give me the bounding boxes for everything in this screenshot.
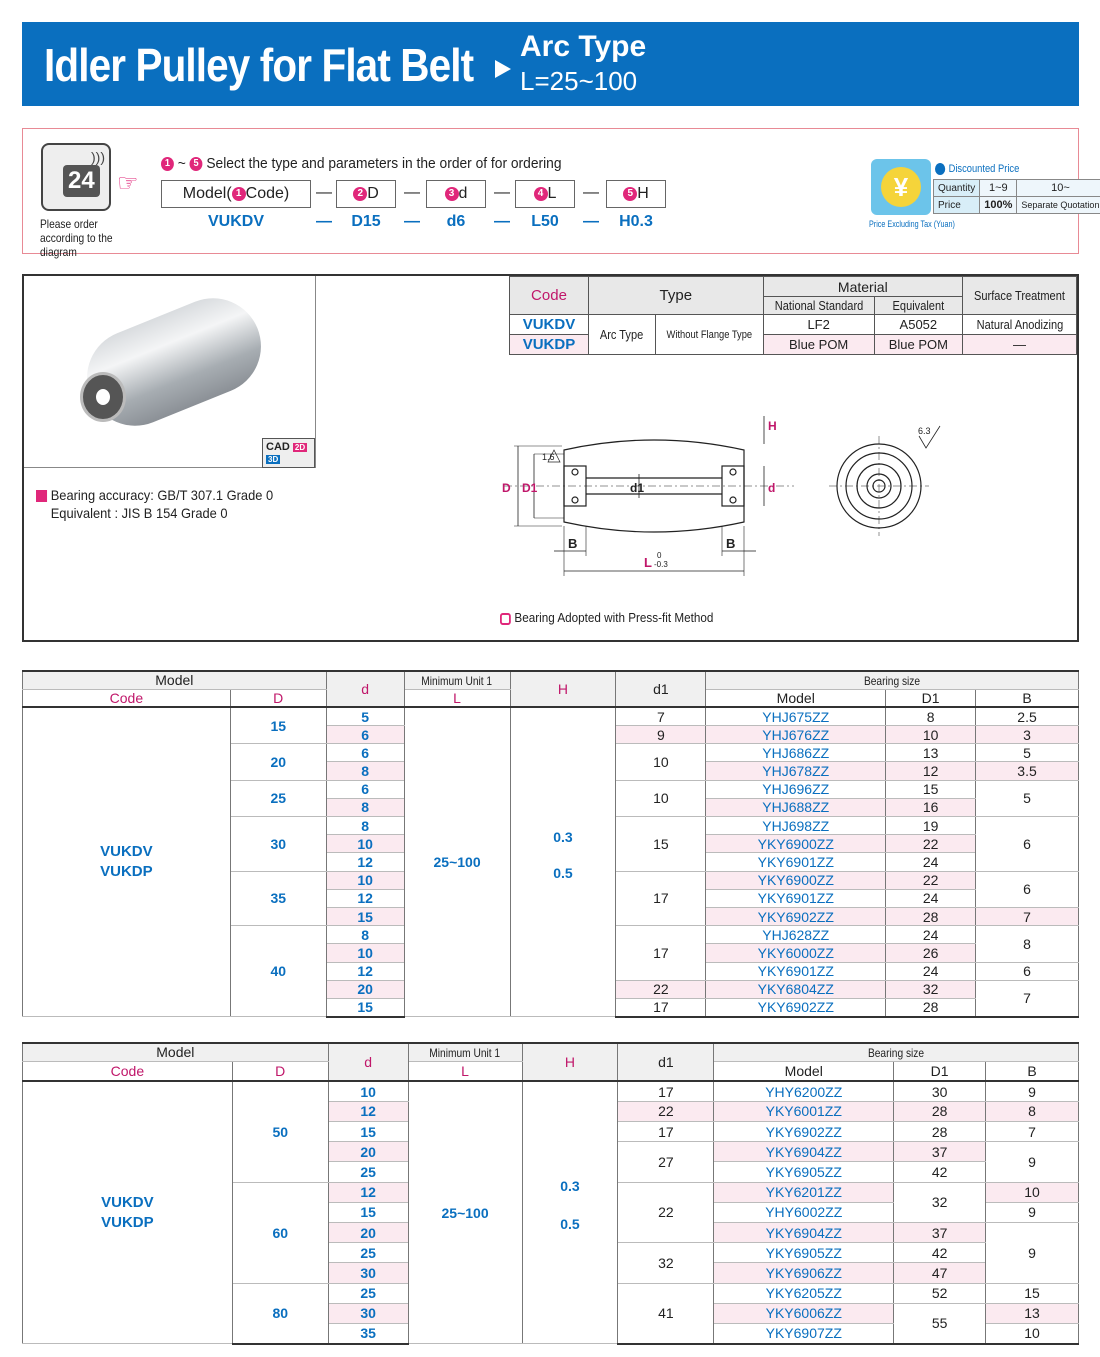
note-line-1: Bearing accuracy: GB/T 307.1 Grade 0 bbox=[50, 487, 274, 503]
bearing-model-cell: YKY6904ZZ bbox=[714, 1223, 894, 1243]
d-cell: 15 bbox=[326, 907, 404, 925]
H-values bbox=[510, 707, 616, 1016]
press-fit-note bbox=[500, 610, 713, 625]
D1-cell: 19 bbox=[886, 817, 976, 835]
example-D: D15 bbox=[351, 213, 381, 230]
D-80: 80 bbox=[232, 1283, 328, 1344]
bearing-accuracy-note bbox=[36, 486, 273, 522]
tol-top: 0 bbox=[657, 551, 662, 560]
price-label: Price bbox=[934, 197, 980, 214]
d-cell: 8 bbox=[326, 817, 404, 835]
B-cell: 8 bbox=[976, 926, 1079, 962]
d-cell: 10 bbox=[326, 835, 404, 853]
note-line-2: Equivalent : JIS B 154 Grade 0 bbox=[50, 505, 228, 521]
step-dot: 1 bbox=[232, 187, 246, 201]
bearing-text: Bearing size bbox=[868, 1046, 925, 1061]
separator: — bbox=[494, 213, 510, 230]
bearing-model-cell: YHJ675ZZ bbox=[706, 707, 886, 725]
step-dot: 4 bbox=[534, 187, 548, 201]
d-cell: 6 bbox=[326, 780, 404, 798]
d-cell: 12 bbox=[326, 962, 404, 980]
separator: — bbox=[316, 184, 332, 201]
d-cell: 15 bbox=[328, 1202, 408, 1222]
H-0.3: 0.3 bbox=[560, 1177, 580, 1194]
L-range: 25~100 bbox=[404, 707, 510, 1016]
bullet-icon bbox=[36, 490, 47, 502]
D-50: 50 bbox=[232, 1081, 328, 1182]
flange-value bbox=[655, 315, 763, 355]
field-model-code bbox=[161, 180, 311, 208]
hdr-d: d bbox=[326, 671, 404, 707]
spec-table-1 bbox=[22, 670, 1079, 1018]
d-cell: 25 bbox=[328, 1162, 408, 1182]
D-35: 35 bbox=[230, 871, 326, 926]
type-value bbox=[588, 315, 655, 355]
pointing-hand-icon: ☞ bbox=[117, 170, 139, 197]
phone-24-label: 24 bbox=[63, 165, 100, 197]
bearing-model-cell: YKY6905ZZ bbox=[714, 1243, 894, 1263]
B-cell: 10 bbox=[986, 1182, 1079, 1202]
bearing-model-cell: YKY6201ZZ bbox=[714, 1182, 894, 1202]
bearing-model-cell: YHY6002ZZ bbox=[714, 1202, 894, 1222]
arrow-right-icon bbox=[495, 60, 511, 78]
tax-note: Price Excluding Tax (Yuan) bbox=[869, 219, 955, 229]
field-label: Model( bbox=[182, 185, 232, 202]
B-cell: 3 bbox=[976, 726, 1079, 744]
d-cell: 8 bbox=[326, 762, 404, 780]
dim-angle: 1.6 bbox=[542, 452, 555, 462]
col-type: Type bbox=[588, 277, 763, 315]
hdr-L: L bbox=[408, 1061, 522, 1081]
surface-label: Surface Treatment bbox=[974, 288, 1065, 303]
product-photo bbox=[24, 276, 316, 468]
d-cell: 12 bbox=[326, 889, 404, 907]
bearing-model-cell: YHJ688ZZ bbox=[706, 798, 886, 816]
B-cell: 13 bbox=[986, 1303, 1079, 1323]
field-D bbox=[336, 180, 396, 208]
dim-H: H bbox=[768, 419, 777, 433]
info-icon bbox=[500, 613, 511, 625]
d1-cell: 7 bbox=[616, 707, 706, 725]
B-cell: 9 bbox=[986, 1081, 1079, 1101]
d-cell: 6 bbox=[326, 726, 404, 744]
d-cell: 10 bbox=[326, 944, 404, 962]
d-cell: 20 bbox=[328, 1223, 408, 1243]
spec-table-2 bbox=[22, 1042, 1079, 1345]
d1-cell: 17 bbox=[618, 1081, 714, 1101]
D1-cell: 55 bbox=[894, 1303, 986, 1343]
field-label: Code) bbox=[245, 185, 290, 202]
B-cell: 5 bbox=[976, 744, 1079, 762]
D-60: 60 bbox=[232, 1182, 328, 1283]
surface-vukdp: — bbox=[963, 335, 1077, 355]
price-1: 100% bbox=[980, 197, 1017, 214]
field-label: H bbox=[637, 185, 649, 202]
hdr-code: Code bbox=[23, 1061, 233, 1081]
D1-cell: 28 bbox=[886, 998, 976, 1016]
equivalent-vukdv: A5052 bbox=[874, 315, 962, 335]
flange-text: Without Flange Type bbox=[666, 328, 753, 341]
B-cell: 7 bbox=[976, 907, 1079, 925]
cad-badge[interactable] bbox=[262, 438, 315, 468]
dim-B-right: B bbox=[726, 536, 736, 551]
H-0.3: 0.3 bbox=[553, 829, 573, 846]
B-cell: 9 bbox=[986, 1142, 1079, 1182]
d-cell: 30 bbox=[328, 1263, 408, 1283]
col-surface bbox=[963, 277, 1077, 315]
d1-cell: 9 bbox=[616, 726, 706, 744]
col-code: Code bbox=[510, 277, 589, 315]
B-cell: 6 bbox=[976, 871, 1079, 907]
cad-2d: 2D bbox=[294, 443, 306, 452]
discount-title-text: Discounted Price bbox=[948, 163, 1020, 175]
L-range: 25~100 bbox=[408, 1081, 522, 1343]
D1-cell: 28 bbox=[886, 907, 976, 925]
d1-cell: 17 bbox=[618, 1122, 714, 1142]
bearing-model-cell: YKY6000ZZ bbox=[706, 944, 886, 962]
national-vukdp: Blue POM bbox=[763, 335, 874, 355]
d1-cell: 27 bbox=[618, 1142, 714, 1182]
d-cell: 15 bbox=[328, 1122, 408, 1142]
D1-cell: 24 bbox=[886, 853, 976, 871]
yen-icon bbox=[871, 159, 931, 215]
bearing-model-cell: YKY6900ZZ bbox=[706, 835, 886, 853]
min-unit-text: Minimum Unit 1 bbox=[421, 674, 493, 689]
discount-table bbox=[933, 179, 1100, 214]
hdr-model: Model bbox=[23, 1043, 329, 1061]
roughness: 6.3 bbox=[918, 426, 931, 436]
dim-d: d bbox=[768, 481, 776, 495]
code-cell bbox=[23, 707, 231, 1016]
D1-cell: 42 bbox=[894, 1162, 986, 1182]
H-0.5: 0.5 bbox=[553, 865, 573, 882]
field-L bbox=[515, 180, 575, 208]
bearing-model-cell: YKY6006ZZ bbox=[714, 1303, 894, 1323]
d-cell: 25 bbox=[328, 1243, 408, 1263]
bearing-model-cell: YHJ628ZZ bbox=[706, 926, 886, 944]
separator: — bbox=[404, 184, 420, 201]
B-cell: 7 bbox=[976, 980, 1079, 1016]
hdr-bearing-model: Model bbox=[714, 1061, 894, 1081]
bearing-model-cell: YKY6205ZZ bbox=[714, 1283, 894, 1303]
step-dot-1: 1 bbox=[161, 157, 174, 171]
min-unit-text: Minimum Unit 1 bbox=[429, 1046, 501, 1061]
code-vukdp: VUKDP bbox=[101, 1213, 154, 1231]
bearing-model-cell: YKY6906ZZ bbox=[714, 1263, 894, 1283]
bearing-model-cell: YKY6901ZZ bbox=[706, 889, 886, 907]
col-material: Material bbox=[763, 277, 962, 297]
quantity-1: 1~9 bbox=[980, 180, 1017, 197]
D1-cell: 32 bbox=[886, 980, 976, 998]
D1-cell: 8 bbox=[886, 707, 976, 725]
d1-cell: 17 bbox=[616, 926, 706, 981]
bearing-model-cell: YHJ678ZZ bbox=[706, 762, 886, 780]
hdr-d: d bbox=[328, 1043, 408, 1081]
D1-cell: 37 bbox=[894, 1223, 986, 1243]
hdr-bearing bbox=[706, 671, 1079, 689]
bearing-model-cell: YKY6902ZZ bbox=[714, 1122, 894, 1142]
bearing-model-cell: YKY6900ZZ bbox=[706, 871, 886, 889]
d1-cell: 22 bbox=[616, 980, 706, 998]
bearing-model-cell: YKY6001ZZ bbox=[714, 1101, 894, 1121]
hdr-min-unit bbox=[408, 1043, 522, 1061]
B-cell: 2.5 bbox=[976, 707, 1079, 725]
field-d bbox=[426, 180, 486, 208]
bearing-model-cell: YKY6907ZZ bbox=[714, 1323, 894, 1343]
bearing-model-cell: YKY6902ZZ bbox=[706, 907, 886, 925]
B-cell: 9 bbox=[986, 1223, 1079, 1284]
type-text: Arc Type bbox=[600, 327, 644, 342]
bearing-model-cell: YKY6901ZZ bbox=[706, 962, 886, 980]
bearing-text: Bearing size bbox=[864, 674, 921, 689]
B-cell: 3.5 bbox=[976, 762, 1079, 780]
d-cell: 20 bbox=[326, 980, 404, 998]
hdr-D: D bbox=[230, 689, 326, 707]
d-cell: 12 bbox=[328, 1182, 408, 1202]
code-vukdv: VUKDV bbox=[101, 1193, 154, 1211]
d1-cell: 41 bbox=[618, 1283, 714, 1344]
d-cell: 6 bbox=[326, 744, 404, 762]
B-cell: 8 bbox=[986, 1101, 1079, 1121]
d-cell: 12 bbox=[326, 853, 404, 871]
D1-cell: 16 bbox=[886, 798, 976, 816]
hdr-D: D bbox=[232, 1061, 328, 1081]
d1-cell: 32 bbox=[618, 1243, 714, 1283]
d-cell: 10 bbox=[328, 1081, 408, 1101]
yen-symbol: ¥ bbox=[881, 167, 921, 207]
separator: — bbox=[494, 184, 510, 201]
hdr-bearing bbox=[714, 1043, 1079, 1061]
bearing-model-cell: YHJ698ZZ bbox=[706, 817, 886, 835]
cad-label: CAD bbox=[266, 441, 290, 453]
equivalent-label: Equivalent bbox=[892, 298, 945, 313]
d-cell: 20 bbox=[328, 1142, 408, 1162]
price-2: Separate Quotation bbox=[1017, 197, 1100, 214]
d1-cell: 15 bbox=[616, 817, 706, 872]
d-cell: 10 bbox=[326, 871, 404, 889]
bullet-icon bbox=[935, 163, 945, 175]
D1-cell: 10 bbox=[886, 726, 976, 744]
dimension-drawing bbox=[494, 406, 954, 586]
national-label: National Standard bbox=[774, 298, 863, 313]
D1-cell: 37 bbox=[894, 1142, 986, 1162]
d1-cell: 17 bbox=[616, 998, 706, 1016]
D1-cell: 28 bbox=[894, 1101, 986, 1121]
order-note: Please order according to the diagram bbox=[40, 217, 113, 259]
bearing-model-cell: YHJ676ZZ bbox=[706, 726, 886, 744]
H-values bbox=[522, 1081, 618, 1343]
H-0.5: 0.5 bbox=[560, 1215, 580, 1232]
d1-cell: 22 bbox=[618, 1182, 714, 1243]
col-equivalent bbox=[874, 297, 962, 315]
d1-cell: 10 bbox=[616, 780, 706, 816]
field-label: L bbox=[547, 185, 557, 202]
d-cell: 8 bbox=[326, 926, 404, 944]
hdr-B: B bbox=[976, 689, 1079, 707]
order-section bbox=[22, 128, 1100, 259]
D-25: 25 bbox=[230, 780, 326, 816]
discount-title bbox=[935, 163, 1019, 175]
signal-icon: ))) bbox=[91, 149, 105, 165]
d-cell: 25 bbox=[328, 1283, 408, 1303]
col-national bbox=[763, 297, 874, 315]
quantity-2: 10~ bbox=[1017, 180, 1100, 197]
example-model: VUKDV bbox=[207, 213, 264, 230]
D1-cell: 28 bbox=[894, 1122, 986, 1142]
hdr-H: H bbox=[510, 671, 616, 707]
code-vukdv: VUKDV bbox=[100, 843, 153, 861]
d-cell: 15 bbox=[326, 998, 404, 1016]
D1-cell: 24 bbox=[886, 926, 976, 944]
surface-text: Natural Anodizing bbox=[976, 317, 1063, 332]
D1-cell: 24 bbox=[886, 889, 976, 907]
bearing-model-cell: YKY6902ZZ bbox=[706, 998, 886, 1016]
code-cell bbox=[23, 1081, 233, 1343]
D1-cell: 24 bbox=[886, 962, 976, 980]
d-cell: 35 bbox=[328, 1323, 408, 1343]
example-H: H0.3 bbox=[619, 213, 653, 230]
field-label: D bbox=[367, 185, 379, 202]
separator: — bbox=[583, 213, 599, 230]
d1-cell: 10 bbox=[616, 744, 706, 780]
separator: — bbox=[404, 213, 420, 230]
quantity-label: Quantity bbox=[934, 180, 980, 197]
title-banner bbox=[22, 22, 1079, 106]
dim-D1: D1 bbox=[522, 481, 538, 495]
hdr-B: B bbox=[986, 1061, 1079, 1081]
B-cell: 5 bbox=[976, 780, 1079, 816]
code-vukdp: VUKDP bbox=[510, 335, 589, 355]
D1-cell: 26 bbox=[886, 944, 976, 962]
B-cell: 9 bbox=[986, 1202, 1079, 1222]
page-subtitle: Arc Type bbox=[520, 30, 647, 63]
B-cell: 7 bbox=[986, 1122, 1079, 1142]
D-30: 30 bbox=[230, 817, 326, 872]
hdr-D1: D1 bbox=[894, 1061, 986, 1081]
equivalent-vukdp: Blue POM bbox=[874, 335, 962, 355]
hdr-min-unit bbox=[404, 671, 510, 689]
separator: — bbox=[583, 184, 599, 201]
bearing-model-cell: YKY6904ZZ bbox=[714, 1142, 894, 1162]
instruction-text: Select the type and parameters in the order of for ordering bbox=[206, 155, 562, 172]
dim-B-left: B bbox=[568, 536, 578, 551]
bearing-model-cell: YHJ696ZZ bbox=[706, 780, 886, 798]
dim-L: L bbox=[644, 555, 652, 570]
d-cell: 12 bbox=[328, 1101, 408, 1121]
hdr-code: Code bbox=[23, 689, 231, 707]
bearing-model-cell: YKY6901ZZ bbox=[706, 853, 886, 871]
material-table bbox=[509, 276, 1077, 355]
D1-cell: 52 bbox=[894, 1283, 986, 1303]
D1-cell: 32 bbox=[894, 1182, 986, 1222]
D1-cell: 15 bbox=[886, 780, 976, 798]
code-vukdp: VUKDP bbox=[100, 863, 153, 881]
d-cell: 8 bbox=[326, 798, 404, 816]
example-d: d6 bbox=[446, 213, 466, 230]
length-range: L=25~100 bbox=[520, 66, 638, 96]
bearing-model-cell: YKY6804ZZ bbox=[706, 980, 886, 998]
D-20: 20 bbox=[230, 744, 326, 780]
national-vukdv: LF2 bbox=[763, 315, 874, 335]
cad-3d: 3D bbox=[268, 455, 279, 464]
code-vukdv: VUKDV bbox=[510, 315, 589, 335]
step-dot: 5 bbox=[623, 187, 637, 201]
hdr-D1: D1 bbox=[886, 689, 976, 707]
bearing-model-cell: YHJ686ZZ bbox=[706, 744, 886, 762]
D1-cell: 22 bbox=[886, 871, 976, 889]
d-cell: 30 bbox=[328, 1303, 408, 1323]
order-instruction: 1 ~ 5 Select the type and parameters in the order of for ordering bbox=[161, 155, 562, 172]
hdr-L: L bbox=[404, 689, 510, 707]
D1-cell: 12 bbox=[886, 762, 976, 780]
bearing-end-image bbox=[80, 372, 126, 422]
phone-24-icon bbox=[41, 143, 111, 211]
tol-bot: -0.3 bbox=[654, 560, 668, 569]
hdr-d1: d1 bbox=[618, 1043, 714, 1081]
D1-cell: 42 bbox=[894, 1243, 986, 1263]
surface-vukdv bbox=[963, 315, 1077, 335]
step-dot: 2 bbox=[353, 187, 367, 201]
B-cell: 15 bbox=[986, 1283, 1079, 1303]
B-cell: 6 bbox=[976, 817, 1079, 872]
D1-cell: 30 bbox=[894, 1081, 986, 1101]
example-L: L50 bbox=[531, 213, 559, 230]
product-section bbox=[22, 274, 1079, 642]
d1-cell: 22 bbox=[618, 1101, 714, 1121]
B-cell: 10 bbox=[986, 1323, 1079, 1343]
d-cell: 5 bbox=[326, 707, 404, 725]
D1-cell: 13 bbox=[886, 744, 976, 762]
hdr-d1: d1 bbox=[616, 671, 706, 707]
bearing-model-cell: YKY6905ZZ bbox=[714, 1162, 894, 1182]
step-dot: 3 bbox=[445, 187, 459, 201]
dim-D: D bbox=[502, 481, 511, 495]
field-label: d bbox=[458, 185, 468, 202]
press-fit-text: Bearing Adopted with Press-fit Method bbox=[514, 610, 714, 625]
step-dot-5: 5 bbox=[190, 157, 203, 171]
hdr-bearing-model: Model bbox=[706, 689, 886, 707]
D-40: 40 bbox=[230, 926, 326, 1017]
d1-cell: 17 bbox=[616, 871, 706, 926]
bearing-model-cell: YHY6200ZZ bbox=[714, 1081, 894, 1101]
hdr-model: Model bbox=[23, 671, 327, 689]
dim-d1: d1 bbox=[630, 481, 645, 495]
field-H bbox=[606, 180, 666, 208]
D1-cell: 47 bbox=[894, 1263, 986, 1283]
B-cell: 6 bbox=[976, 962, 1079, 980]
separator: — bbox=[316, 213, 332, 230]
hdr-H: H bbox=[522, 1043, 618, 1081]
D1-cell: 22 bbox=[886, 835, 976, 853]
page-title: Idler Pulley for Flat Belt bbox=[44, 39, 474, 91]
D-15: 15 bbox=[230, 707, 326, 743]
